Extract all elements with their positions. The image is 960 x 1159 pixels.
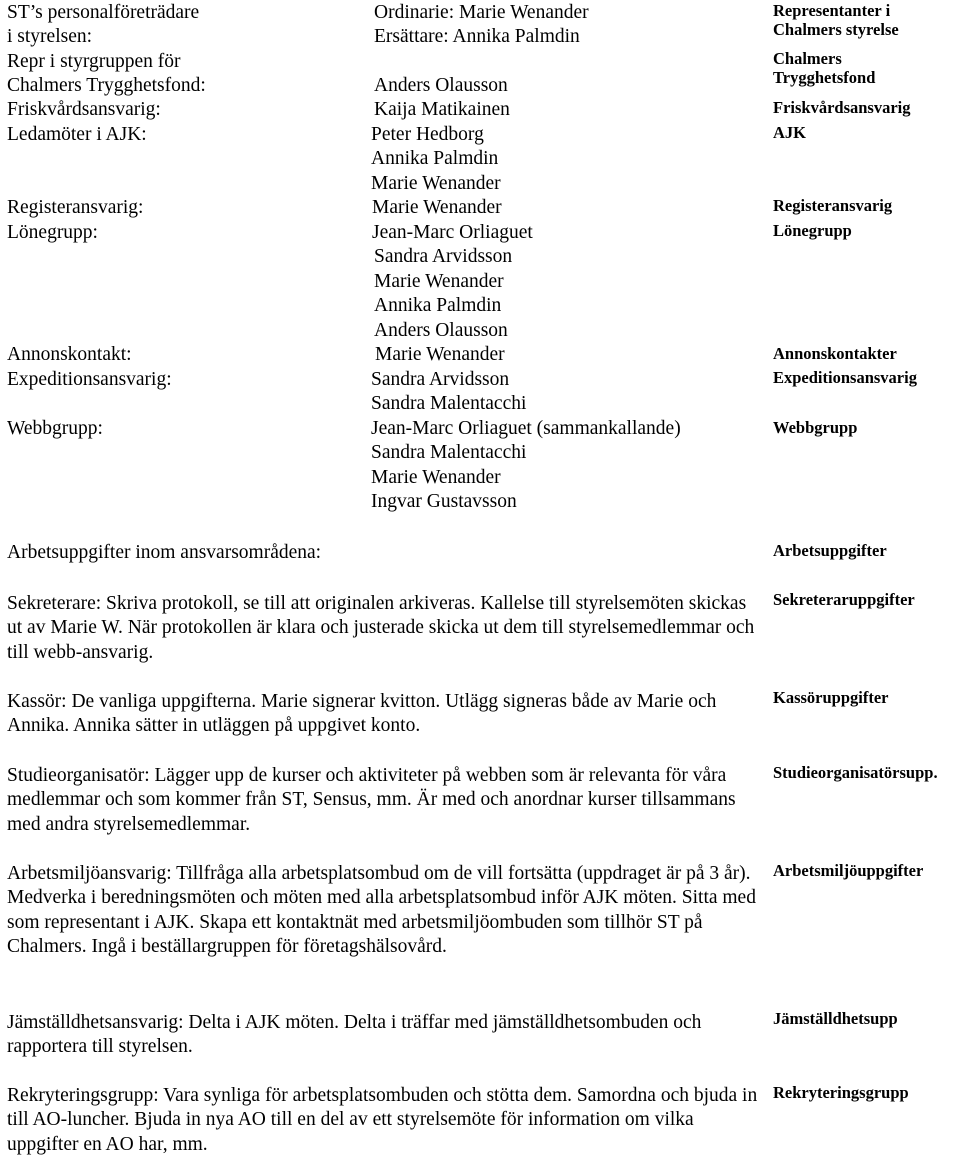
role-st-rep-line1: ST’s personalföreträdare	[7, 2, 200, 23]
note-sekreterare: Sekreteraruppgifter	[773, 590, 915, 609]
name-lone-1: Jean-Marc Orliaguet	[372, 222, 533, 243]
role-st-rep-line2: i styrelsen:	[7, 26, 93, 47]
note-annonskontakter: Annonskontakter	[773, 344, 897, 363]
note-representanter-line1: Representanter i	[773, 1, 891, 20]
name-lone-2: Sandra Arvidsson	[374, 246, 513, 267]
task-rekrytering: Rekryteringsgrupp: Vara synliga för arbetsplatsombuden och stötta dem. Samordna och bjuda in till AO-luncher. Bjuda in nya AO till en del av ett styrelsemöte för information om vilka uppgifter en AO har, mm.	[7, 1085, 758, 1155]
note-trygghetsfond-line2: Trygghetsfond	[773, 68, 876, 87]
role-registeransvarig: Registeransvarig:	[7, 197, 144, 218]
note-expedition: Expeditionsansvarig	[773, 368, 917, 387]
note-lonegrupp: Lönegrupp	[773, 221, 852, 240]
role-lonegrupp: Lönegrupp:	[7, 222, 98, 243]
task-sekreterare: Sekreterare: Skriva protokoll, se till att originalen arkiveras. Kallelse till styrelsemöten skickas ut av Marie W. När protokollen är klara och justerade skicka ut dem till styrelsemedlemmar och till webb-ansvarig.	[7, 593, 755, 663]
name-friskvard: Kaija Matikainen	[374, 99, 510, 120]
name-ordinarie: Ordinarie: Marie Wenander	[374, 2, 589, 23]
note-registeransvarig: Registeransvarig	[773, 196, 893, 215]
task-studieorganisator: Studieorganisatör: Lägger upp de kurser och aktiviteter på webben som är relevanta för våra medlemmar och som kommer från ST, Sensus, mm. Är med och anordnar kurser tillsammans med andra styrelsemedlemmar.	[7, 765, 736, 835]
name-exped-1: Sandra Arvidsson	[371, 369, 510, 390]
note-webbgrupp: Webbgrupp	[773, 418, 858, 437]
name-ajk-2: Annika Palmdin	[371, 148, 499, 169]
note-arbetsmiljo: Arbetsmiljöuppgifter	[773, 861, 924, 880]
name-lone-5: Anders Olausson	[374, 320, 508, 341]
name-webb-2: Sandra Malentacchi	[371, 442, 527, 463]
note-rekrytering: Rekryteringsgrupp	[773, 1083, 909, 1102]
note-jamstalldhet: Jämställdhetsupp	[773, 1009, 898, 1028]
note-friskvard: Friskvårdsansvarig	[773, 98, 911, 117]
role-ajk: Ledamöter i AJK:	[7, 124, 147, 145]
task-jamstalldhet: Jämställdhetsansvarig: Delta i AJK möten. Delta i träffar med jämställdhetsombuden och rapportera till styrelsen.	[7, 1012, 702, 1058]
name-webb-3: Marie Wenander	[371, 467, 501, 488]
name-annonskontakt: Marie Wenander	[375, 344, 505, 365]
name-webb-4: Ingvar Gustavsson	[371, 491, 517, 512]
note-ajk: AJK	[773, 123, 806, 142]
note-trygghetsfond-line1: Chalmers	[773, 49, 842, 68]
name-webb-1: Jean-Marc Orliaguet (sammankallande)	[371, 418, 681, 439]
note-arbetsuppgifter: Arbetsuppgifter	[773, 541, 887, 560]
name-exped-2: Sandra Malentacchi	[371, 393, 527, 414]
note-representanter-line2: Chalmers styrelse	[773, 20, 899, 39]
role-trygghetsfond-line1: Repr i styrgruppen för	[7, 51, 181, 72]
role-webbgrupp: Webbgrupp:	[7, 418, 103, 439]
name-lone-3: Marie Wenander	[374, 271, 504, 292]
name-trygghetsfond: Anders Olausson	[374, 75, 508, 96]
role-expedition: Expeditionsansvarig:	[7, 369, 172, 390]
note-kassor: Kassöruppgifter	[773, 688, 889, 707]
role-friskvard: Friskvårdsansvarig:	[7, 99, 161, 120]
name-ajk-1: Peter Hedborg	[371, 124, 484, 145]
name-registeransvarig: Marie Wenander	[372, 197, 502, 218]
role-annonskontakt: Annonskontakt:	[7, 344, 132, 365]
task-arbetsmiljo: Arbetsmiljöansvarig: Tillfråga alla arbetsplatsombud om de vill fortsätta (uppdraget är på 3 år). Medverka i beredningsmöten och möten med alla arbetsplatsombud inför AJK möten. Sitta med som representant i AJK. Skapa ett kontaktnät med arbetsmiljöombuden som tillhör ST på Chalmers. Ingå i beställargruppen för företagshälsovård.	[7, 863, 756, 958]
name-ersattare: Ersättare: Annika Palmdin	[374, 26, 580, 47]
tasks-heading: Arbetsuppgifter inom ansvarsområdena:	[7, 542, 322, 563]
role-trygghetsfond-line2: Chalmers Trygghetsfond:	[7, 75, 206, 96]
task-kassor: Kassör: De vanliga uppgifterna. Marie signerar kvitton. Utlägg signeras både av Marie och Annika. Annika sätter in utläggen på uppgivet konto.	[7, 691, 717, 737]
name-lone-4: Annika Palmdin	[374, 295, 502, 316]
name-ajk-3: Marie Wenander	[371, 173, 501, 194]
note-studieorganisator: Studieorganisatörsupp.	[773, 763, 938, 782]
